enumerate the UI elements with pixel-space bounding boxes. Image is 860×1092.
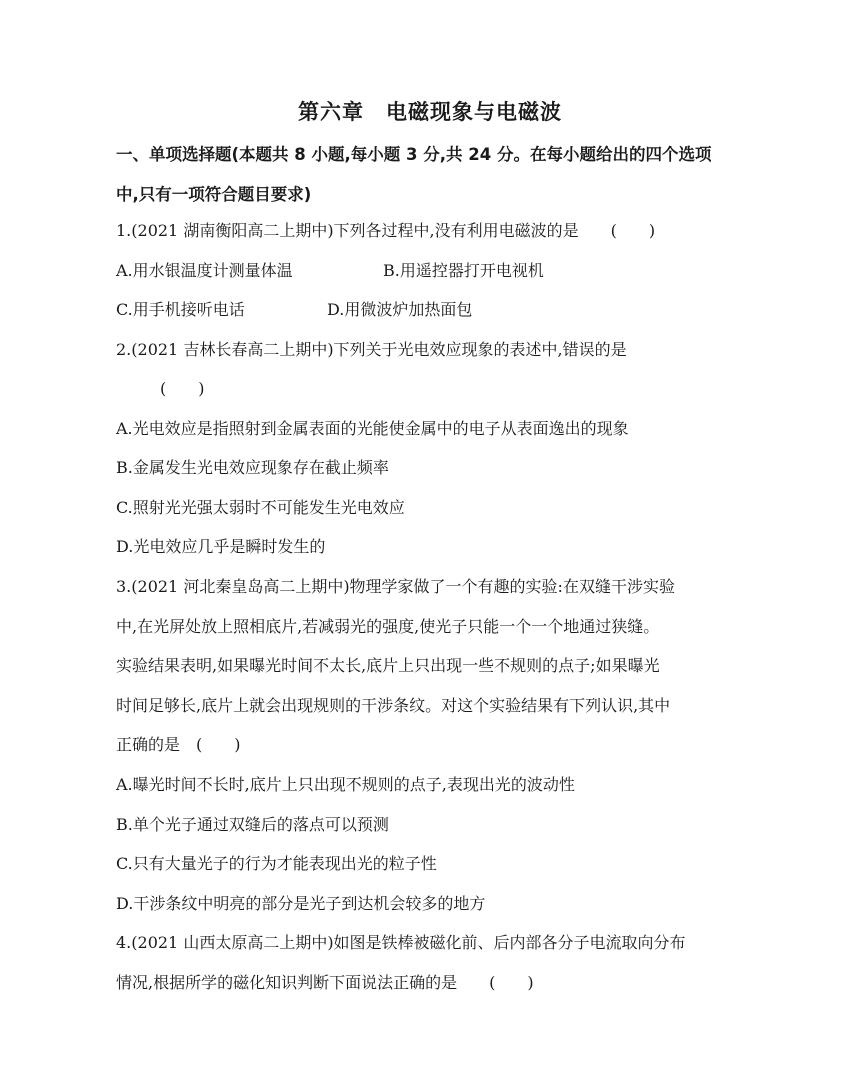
question-1-option-b: B.用遥控器打开电视机 — [383, 261, 544, 280]
question-3-stem-line-4: 时间足够长,底片上就会出现规则的干涉条纹。对这个实验结果有下列认识,其中 — [116, 696, 671, 715]
question-2-stem: 2.(2021 吉林长春高二上期中)下列关于光电效应现象的表述中,错误的是 — [116, 340, 627, 359]
question-3-option-b: B.单个光子通过双缝后的落点可以预测 — [116, 815, 389, 834]
question-1-option-c: C.用手机接听电话 — [116, 300, 245, 319]
question-2-option-a: A.光电效应是指照射到金属表面的光能使金属中的电子从表面逸出的现象 — [116, 419, 629, 438]
section-heading-line-2: 中,只有一项符合题目要求) — [116, 185, 312, 204]
question-3-stem-line-1: 3.(2021 河北秦皇岛高二上期中)物理学家做了一个有趣的实验:在双缝干涉实验 — [116, 577, 675, 596]
question-3-option-a: A.曝光时间不长时,底片上只出现不规则的点子,表现出光的波动性 — [116, 775, 575, 794]
question-3-option-d: D.干涉条纹中明亮的部分是光子到达机会较多的地方 — [116, 894, 486, 913]
question-4-stem-line-2: 情况,根据所学的磁化知识判断下面说法正确的是 ( ) — [116, 973, 534, 992]
question-2-answer-bracket: ( ) — [160, 379, 205, 398]
question-4-stem-line-1: 4.(2021 山西太原高二上期中)如图是铁棒被磁化前、后内部各分子电流取向分布 — [116, 933, 686, 952]
chapter-title: 第六章 电磁现象与电磁波 — [298, 100, 562, 124]
question-3-stem-line-3: 实验结果表明,如果曝光时间不太长,底片上只出现一些不规则的点子;如果曝光 — [116, 656, 660, 675]
question-2-option-b: B.金属发生光电效应现象存在截止频率 — [116, 458, 389, 477]
question-1-stem: 1.(2021 湖南衡阳高二上期中)下列各过程中,没有利用电磁波的是 ( ) — [116, 221, 656, 240]
question-3-stem-line-5: 正确的是 ( ) — [116, 735, 241, 754]
question-3-stem-line-2: 中,在光屏处放上照相底片,若减弱光的强度,使光子只能一个一个地通过狭缝。 — [116, 617, 660, 636]
question-2-option-c: C.照射光光强太弱时不可能发生光电效应 — [116, 498, 405, 517]
question-3-option-c: C.只有大量光子的行为才能表现出光的粒子性 — [116, 854, 437, 873]
question-2-option-d: D.光电效应几乎是瞬时发生的 — [116, 537, 326, 556]
question-1-option-d: D.用微波炉加热面包 — [327, 300, 473, 319]
section-heading-line-1: 一、单项选择题(本题共 8 小题,每小题 3 分,共 24 分。在每小题给出的四个选项 — [116, 145, 712, 164]
question-1-option-a: A.用水银温度计测量体温 — [116, 261, 293, 280]
